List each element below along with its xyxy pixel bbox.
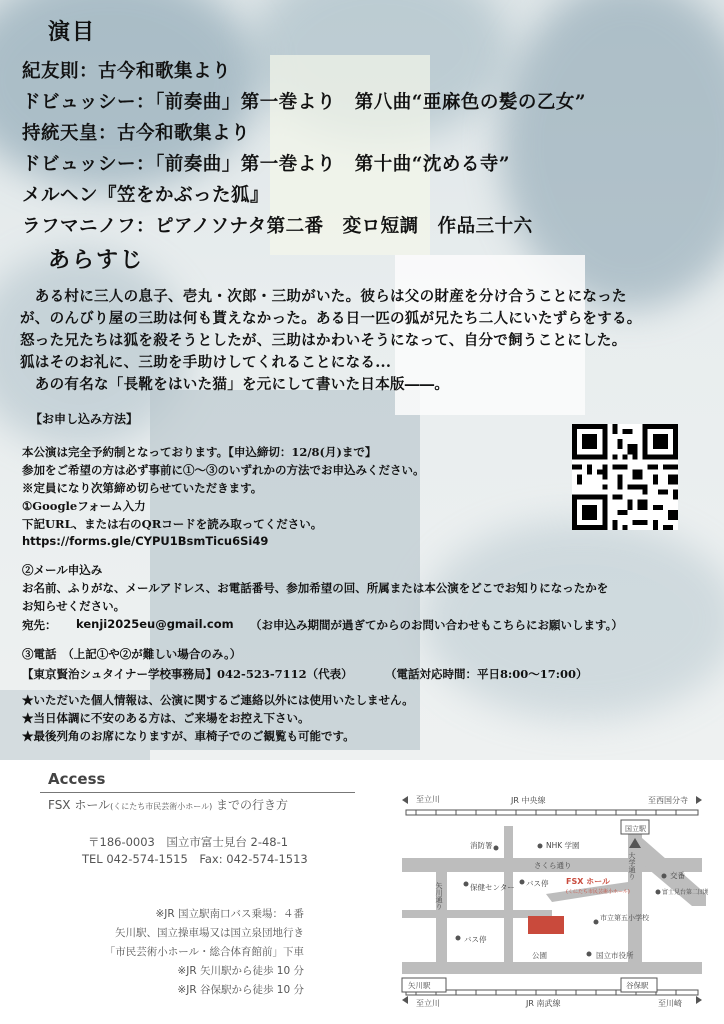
map-label-nhk: NHK 学園 xyxy=(546,841,580,850)
form-url-link[interactable]: https://forms.gle/CYPU1BsmTicu6Si49 xyxy=(22,534,269,548)
direction-line: 「市民芸術小ホール・総合体育館前」下車 xyxy=(104,946,304,958)
map-label-health-center: 保健センター xyxy=(470,883,515,892)
map-label-bus-stop-1: バス停 xyxy=(526,879,549,888)
qr-code[interactable] xyxy=(572,424,678,530)
access-divider xyxy=(40,792,355,793)
direction-line: ※JR 谷保駅から徒歩 10 分 xyxy=(177,984,304,996)
chuo-line-track xyxy=(406,810,698,815)
map-label-school: 市立第五小学校 xyxy=(600,914,649,922)
map-label-to-tachikawa-top: 至立川 xyxy=(416,795,440,804)
synopsis-line: あの有名な「長靴をはいた猫」を元にして書いた日本版――。 xyxy=(20,376,450,393)
application-intro: 参加をご希望の方は必ず事前に①～③のいずれかの方法でお申込みください。 xyxy=(22,463,425,477)
map-label-to-kawasaki: 至川崎 xyxy=(658,999,682,1008)
venue-subname: (くにたち市民芸術小ホール) xyxy=(110,802,213,811)
map-label-fujimidai: 富士見台第二団地 xyxy=(662,889,708,896)
program-item: ラフマニノフ：ピアノソナタ第二番 変ロ短調 作品三十六 xyxy=(22,216,533,237)
venue-suffix: までの行き方 xyxy=(216,798,289,812)
email-note: （お申込み期間が過ぎてからのお問い合わせもこちらにお願いします。） xyxy=(250,618,623,632)
fsx-hall-marker xyxy=(528,916,564,934)
email-link[interactable]: kenji2025eu@gmail.com xyxy=(76,617,234,631)
map-label-kunitachi-station: 国立駅 xyxy=(625,825,646,833)
application-heading: 【お申し込み方法】 xyxy=(30,412,139,426)
access-heading: Access xyxy=(48,770,106,788)
venue-name: FSX ホール xyxy=(48,798,111,812)
note-line: ★当日体調に不安のある方は、ご来場をお控え下さい。 xyxy=(22,711,310,725)
map-label-to-tachikawa-bottom: 至立川 xyxy=(416,999,440,1008)
synopsis-line: 怒った兄たちは狐を殺そうとしたが、三助はかわいそうになって、自分で飼うことにした。 xyxy=(20,332,627,349)
map-label-to-nishikokubunji: 至西国分寺 xyxy=(648,796,688,805)
note-line: ★いただいた個人情報は、公演に関するご連絡以外には使用いたしません。 xyxy=(22,693,414,707)
map-label-fsx-sub: (くにたち市民芸術小ホール) xyxy=(566,889,630,895)
application-intro: 本公演は完全予約制となっております。【申込締切：12/8(月)まで】 xyxy=(22,445,377,459)
synopsis-line: が、のんびり屋の三助は何も貰えなかった。ある日一匹の狐が兄たち二人にいたずらをする。 xyxy=(20,310,642,327)
method1-title: ①Googleフォーム入力 xyxy=(22,499,146,513)
direction-line: 矢川駅、国立操車場又は国立泉団地行き xyxy=(115,927,304,939)
phone-fax: TEL 042-574-1515 Fax: 042-574-1513 xyxy=(82,852,308,866)
email-label: 宛先： xyxy=(22,618,57,632)
map-label-bus-stop-2: バス停 xyxy=(464,935,487,944)
synopsis-line: ある村に三人の息子、壱丸・次郎・三助がいた。彼らは父の財産を分け合うことになった xyxy=(20,288,627,305)
program-item: 紀友則：古今和歌集より xyxy=(22,61,232,82)
program-heading: 演目 xyxy=(48,19,97,45)
method3-hours: （電話対応時間：平日8:00～17:00） xyxy=(385,667,588,681)
map-label-fire-station: 消防署 xyxy=(470,841,493,850)
program-item: ドビュッシー：「前奏曲」第一巻より 第十曲“沈める寺” xyxy=(22,154,511,175)
direction-line: ※JR 国立駅南口バス乗場：４番 xyxy=(155,908,304,920)
method1-text: 下記URL、または右のQRコードを読み取ってください。 xyxy=(22,517,323,531)
access-map xyxy=(396,786,708,1008)
synopsis-line: 狐はそのお礼に、三助を手助けしてくれることになる... xyxy=(20,354,392,371)
program-item: ドビュッシー：「前奏曲」第一巻より 第八曲“亜麻色の髪の乙女” xyxy=(22,92,587,113)
map-label-yagawa-dori: 矢川通り xyxy=(435,882,443,910)
postal-address: 〒186-0003 国立市富士見台 2-48-1 xyxy=(88,835,289,849)
map-label-koban: 交番 xyxy=(670,871,685,880)
application-intro: ※定員になり次第締め切らせていただきます。 xyxy=(22,481,263,495)
map-label-yagawa-station: 矢川駅 xyxy=(408,981,431,990)
qr-code-graphic xyxy=(572,424,678,530)
map-label-fsx-hall: FSX ホール xyxy=(566,877,611,886)
map-label-daigaku-dori: 大学通り xyxy=(628,852,636,880)
venue-line xyxy=(48,796,288,813)
note-line: ★最後列角のお席になりますが、車椅子でのご観覧も可能です。 xyxy=(22,729,355,743)
map-label-chuo-line: JR 中央線 xyxy=(511,796,546,805)
map-label-sakura: さくら通り xyxy=(534,861,572,870)
map-label-nambu-line: JR 南武線 xyxy=(526,999,561,1008)
program-item: 持統天皇：古今和歌集より xyxy=(22,123,251,144)
method3-title: ③電話 （上記①や②が難しい場合のみ。） xyxy=(22,647,242,661)
method2-line: お名前、ふりがな、メールアドレス、お電話番号、参加希望の回、所属または本公演をどこでお知りになったかを xyxy=(22,581,609,595)
program-item: メルヘン『笠をかぶった狐』 xyxy=(22,185,270,206)
map-label-park: 公園 xyxy=(532,951,547,960)
map-label-yaho-station: 谷保駅 xyxy=(626,981,649,990)
method2-title: ②メール申込み xyxy=(22,563,103,577)
method3-office: 【東京賢治シュタイナー学校事務局】042-523-7112（代表） xyxy=(22,667,353,681)
synopsis-heading: あらすじ xyxy=(48,247,145,273)
direction-line: ※JR 矢川駅から徒歩 10 分 xyxy=(177,965,304,977)
access-map-svg xyxy=(396,786,708,1008)
map-label-city-hall: 国立市役所 xyxy=(596,951,634,960)
method2-line: お知らせください。 xyxy=(22,599,126,613)
